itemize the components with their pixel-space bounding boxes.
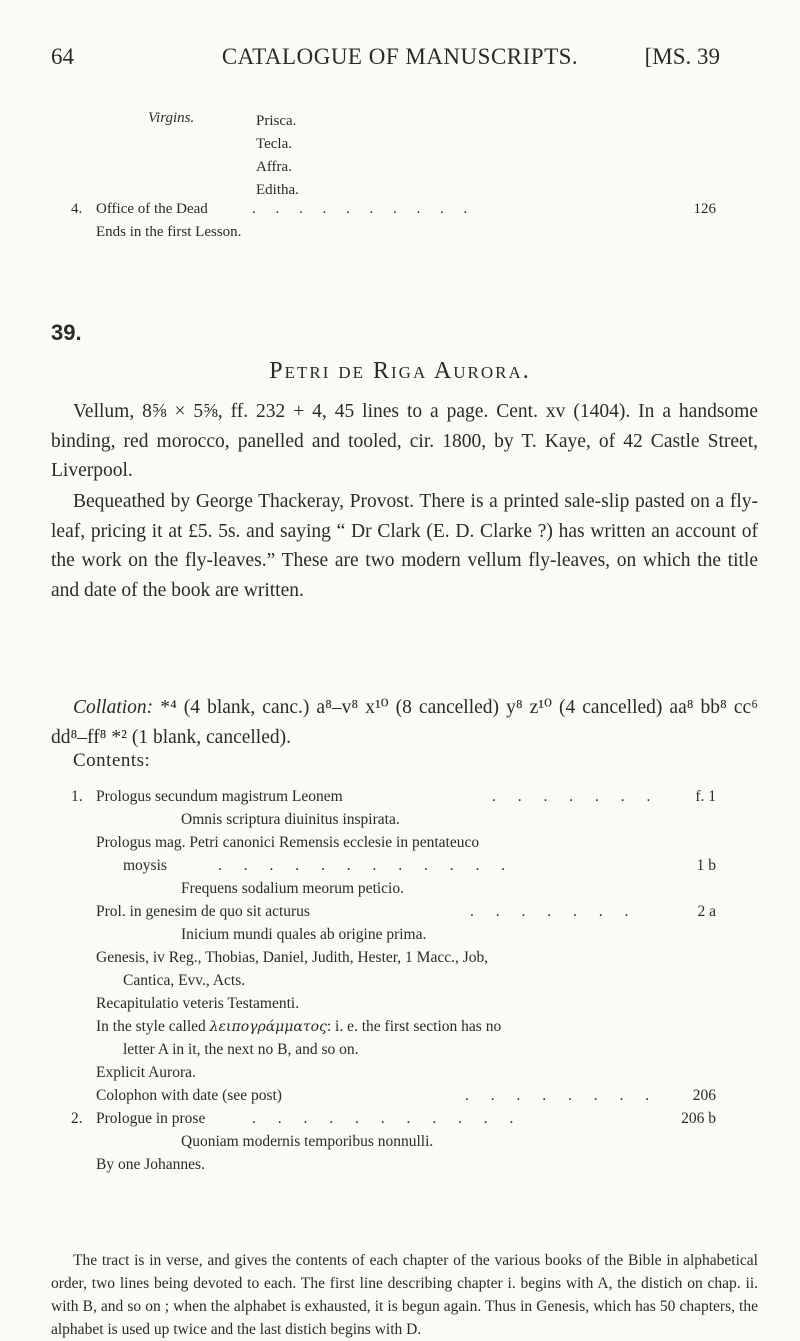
item-title: Cantica, Evv., Acts.	[123, 972, 246, 989]
leader-dots: . . . . . . . . . . . .	[218, 857, 515, 874]
leader-dots: . . . . . . .	[492, 788, 660, 805]
contents-line	[0, 808, 800, 831]
folio-ref: 1 b	[696, 857, 716, 874]
page-header	[0, 44, 800, 74]
contents-line	[0, 1130, 800, 1153]
leader-dots: . . . . . . . . . . .	[252, 1110, 523, 1127]
contents-line	[0, 900, 800, 923]
contents-line	[0, 1107, 800, 1130]
contents-line	[0, 1015, 800, 1038]
manuscript-reference: [MS. 39	[644, 44, 720, 69]
item-title: moysis	[123, 857, 167, 874]
contents-line	[0, 946, 800, 969]
item-title: Prologus mag. Petri canonici Remensis ecclesie in pentateuco	[96, 834, 480, 851]
folio-ref: 126	[693, 201, 716, 217]
contents-line	[0, 785, 800, 808]
contents-heading: Contents:	[73, 750, 151, 771]
item-title: Office of the Dead	[96, 201, 212, 217]
incipit: Frequens sodalium meorum peticio.	[181, 880, 404, 897]
item-number: 2.	[71, 1110, 83, 1127]
contents-line	[0, 1153, 800, 1176]
item-title: Prol. in genesim de quo sit acturus	[96, 903, 310, 920]
item-number: 1.	[71, 788, 83, 805]
virgin-name: Editha.	[256, 182, 299, 198]
leader-dots: . . . . . . .	[470, 903, 638, 920]
folio-ref: f. 1	[695, 788, 716, 805]
incipit: Quoniam modernis temporibus nonnulli.	[181, 1133, 434, 1150]
item-title: letter A in it, the next no B, and so on.	[123, 1041, 359, 1058]
contents-line	[0, 923, 800, 946]
item-title: Recapitulatio veteris Testamenti.	[96, 995, 300, 1012]
entry-number: 39.	[51, 320, 82, 345]
collation-label: Collation:	[73, 697, 154, 718]
virgin-name: Tecla.	[256, 136, 293, 152]
text-fragment: In the style called	[96, 1018, 206, 1035]
folio-ref: 206 b	[681, 1110, 716, 1127]
virgin-name: Prisca.	[256, 113, 297, 129]
leader-dots: . . . . . . . . . .	[252, 201, 476, 217]
contents-line	[0, 854, 800, 877]
contents-list	[0, 785, 800, 1176]
collation-text: *⁴ (4 blank, canc.) a⁸–v⁸ x¹⁰ (8 cancelled) y⁸ z¹⁰ (4 cancelled) aa⁸ bb⁸ cc⁶ dd⁸–ff⁸ *² (1 blank, cancelled).	[51, 697, 759, 748]
item-title: By one Johannes.	[96, 1156, 205, 1173]
page-number: 64	[51, 44, 74, 69]
entry-title: Petri de Riga Aurora.	[269, 358, 531, 384]
contents-line	[0, 1084, 800, 1107]
virgin-names	[256, 110, 299, 202]
greek-term: λειπογράμματος	[209, 1019, 327, 1035]
virgins-label: Virgins.	[148, 110, 195, 126]
text-fragment: : i. e. the first section has no	[326, 1018, 502, 1035]
item-title: Prologus secundum magistrum Leonem	[96, 788, 343, 805]
contents-line	[0, 969, 800, 992]
incipit: Inicium mundi quales ab origine prima.	[181, 926, 427, 943]
virgin-name: Affra.	[256, 159, 292, 175]
item-title: Explicit Aurora.	[96, 1064, 196, 1081]
contents-line	[0, 1061, 800, 1084]
collation-paragraph	[51, 693, 758, 752]
item-title: Prologue in prose	[96, 1110, 206, 1127]
folio-ref: 206	[692, 1087, 716, 1104]
item-title: Colophon with date (see post)	[96, 1087, 282, 1104]
item-title	[96, 1015, 501, 1039]
item-title: Genesis, iv Reg., Thobias, Daniel, Judith, Hester, 1 Macc., Job,	[96, 949, 489, 966]
incipit: Omnis scriptura diuinitus inspirata.	[181, 811, 400, 828]
contents-line	[0, 992, 800, 1015]
description-paragraph: Vellum, 8⅝ × 5⅝, ff. 232 + 4, 45 lines to a page. Cent. xv (1404). In a handsome binding, red morocco, panelled and tooled, cir. 1800, by T. Kaye, of 42 Castle Street, Liverpool.	[51, 401, 758, 481]
running-title: CATALOGUE OF MANUSCRIPTS.	[221, 44, 579, 69]
folio-ref: 2 a	[697, 903, 716, 920]
contents-line	[0, 877, 800, 900]
contents-line	[0, 831, 800, 854]
provenance-paragraph: Bequeathed by George Thackeray, Provost. There is a printed sale-slip pasted on a fly-leaf, pricing it at £5. 5s. and saying “ Dr Clark (E. D. Clarke ?) has written an account of the work on the fly-leaves.” These are two modern vellum fly-leaves, on which the title and date of the book are written.	[51, 491, 758, 601]
tract-note: The tract is in verse, and gives the contents of each chapter of the various books of the Bible in alphabetical order, two lines being devoted to each. The first line describing chapter i. begins with A, the distich on chap. ii. with B, and so on ; when the alphabet is exhausted, it is begun again. Thus in Genesis, which has 50 chapters, the alphabet is used up twice and the last distich begins with D.	[51, 1252, 758, 1338]
leader-dots: . . . . . . . .	[465, 1087, 659, 1104]
item-note: Ends in the first Lesson.	[96, 224, 242, 240]
item-number: 4.	[71, 201, 83, 217]
contents-line	[0, 1038, 800, 1061]
